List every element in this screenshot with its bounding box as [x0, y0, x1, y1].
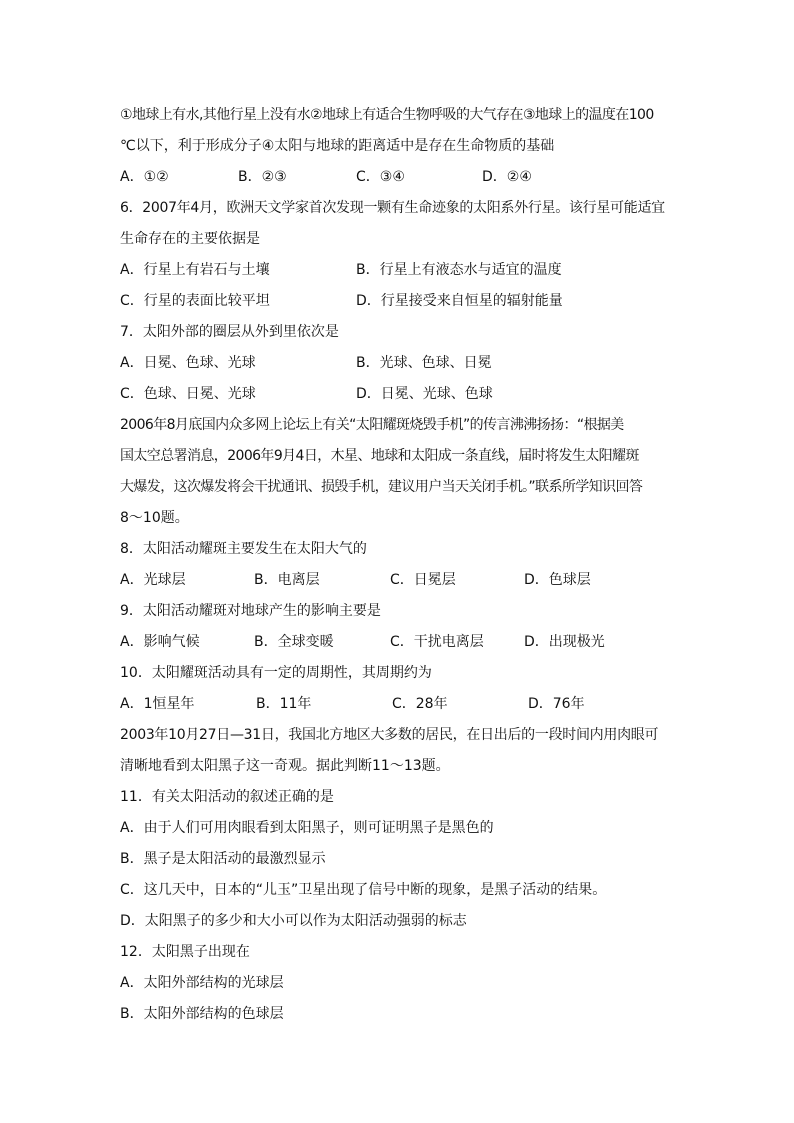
- options-q5: [120, 162, 680, 193]
- option-c: C．行星的表面比较平坦: [120, 293, 270, 309]
- option-b: B．黑子是太阳活动的最激烈显示: [120, 851, 326, 867]
- option-b: B．全球变暖: [254, 634, 334, 650]
- option-d: D．行星接受来自恒星的辐射能量: [356, 293, 563, 309]
- option-b: B．②③: [238, 169, 287, 185]
- option-a: A．①②: [120, 169, 169, 185]
- option-d: D．76年: [528, 696, 585, 712]
- option-b: B．太阳外部结构的色球层: [120, 1006, 284, 1022]
- question-8: 8．太阳活动耀斑主要发生在太阳大气的: [120, 541, 367, 557]
- question-11: 11．有关太阳活动的叙述正确的是: [120, 789, 334, 805]
- passage-line: 2003年10月27日—31日，我国北方地区大多数的居民，在日出后的一段时间内用肉眼可: [120, 727, 659, 743]
- option-c: C．色球、日冕、光球: [120, 386, 256, 402]
- option-b: B．行星上有液态水与适宜的温度: [356, 262, 562, 278]
- passage-line: 2006年8月底国内众多网上论坛上有关“太阳耀斑烧毁手机”的传言沸沸扬扬：“根据美: [120, 417, 624, 433]
- document-body: [120, 100, 680, 1030]
- passage-line: 国太空总署消息，2006年9月4日，木星、地球和太阳成一条直线，届时将发生太阳耀斑: [120, 448, 639, 464]
- option-d: D．色球层: [524, 572, 591, 588]
- options-q6-row2: [120, 286, 680, 317]
- options-q8: [120, 565, 680, 596]
- option-b: B．电离层: [254, 572, 320, 588]
- question-6: 6．2007年4月，欧洲天文学家首次发现一颗有生命迹象的太阳系外行星。该行星可能适宜: [120, 200, 665, 216]
- options-q7-row1: [120, 348, 680, 379]
- option-c: C．日冕层: [390, 572, 456, 588]
- option-c: C．③④: [356, 169, 405, 185]
- option-c: C．这几天中，日本的“儿玉”卫星出现了信号中断的现象，是黑子活动的结果。: [120, 882, 607, 898]
- option-b: B．光球、色球、日冕: [356, 355, 492, 371]
- option-d: D．出现极光: [524, 634, 605, 650]
- option-a: A．光球层: [120, 572, 186, 588]
- option-c: C．28年: [392, 696, 448, 712]
- option-a: A．影响气候: [120, 634, 200, 650]
- question-10: 10．太阳耀斑活动具有一定的周期性，其周期约为: [120, 665, 432, 681]
- option-a: A．行星上有岩石与土壤: [120, 262, 270, 278]
- option-a: A．太阳外部结构的光球层: [120, 975, 284, 991]
- option-a: A．日冕、色球、光球: [120, 355, 256, 371]
- text-line: ℃以下，利于形成分子④太阳与地球的距离适中是存在生命物质的基础: [120, 138, 555, 154]
- question-9: 9．太阳活动耀斑对地球产生的影响主要是: [120, 603, 381, 619]
- text-line: 生命存在的主要依据是: [120, 231, 260, 247]
- question-7: 7．太阳外部的圈层从外到里依次是: [120, 324, 339, 340]
- option-c: C．干扰电离层: [390, 634, 484, 650]
- option-d: D．太阳黑子的多少和大小可以作为太阳活动强弱的标志: [120, 913, 467, 929]
- option-a: A．由于人们可用肉眼看到太阳黑子，则可证明黑子是黑色的: [120, 820, 494, 836]
- option-d: D．日冕、光球、色球: [356, 386, 493, 402]
- options-q9: [120, 627, 680, 658]
- passage-line: 大爆发，这次爆发将会干扰通讯、损毁手机，建议用户当天关闭手机。”联系所学知识回答: [120, 479, 643, 495]
- options-q7-row2: [120, 379, 680, 410]
- question-12: 12．太阳黑子出现在: [120, 944, 250, 960]
- option-a: A．1恒星年: [120, 696, 195, 712]
- option-d: D．②④: [482, 169, 532, 185]
- options-q10: [120, 689, 680, 720]
- passage-line: 8～10题。: [120, 510, 189, 526]
- options-q6-row1: [120, 255, 680, 286]
- passage-line: 清晰地看到太阳黑子这一奇观。据此判断11～13题。: [120, 758, 450, 774]
- text-line: ①地球上有水,其他行星上没有水②地球上有适合生物呼吸的大气存在③地球上的温度在100: [120, 107, 654, 123]
- option-b: B．11年: [256, 696, 312, 712]
